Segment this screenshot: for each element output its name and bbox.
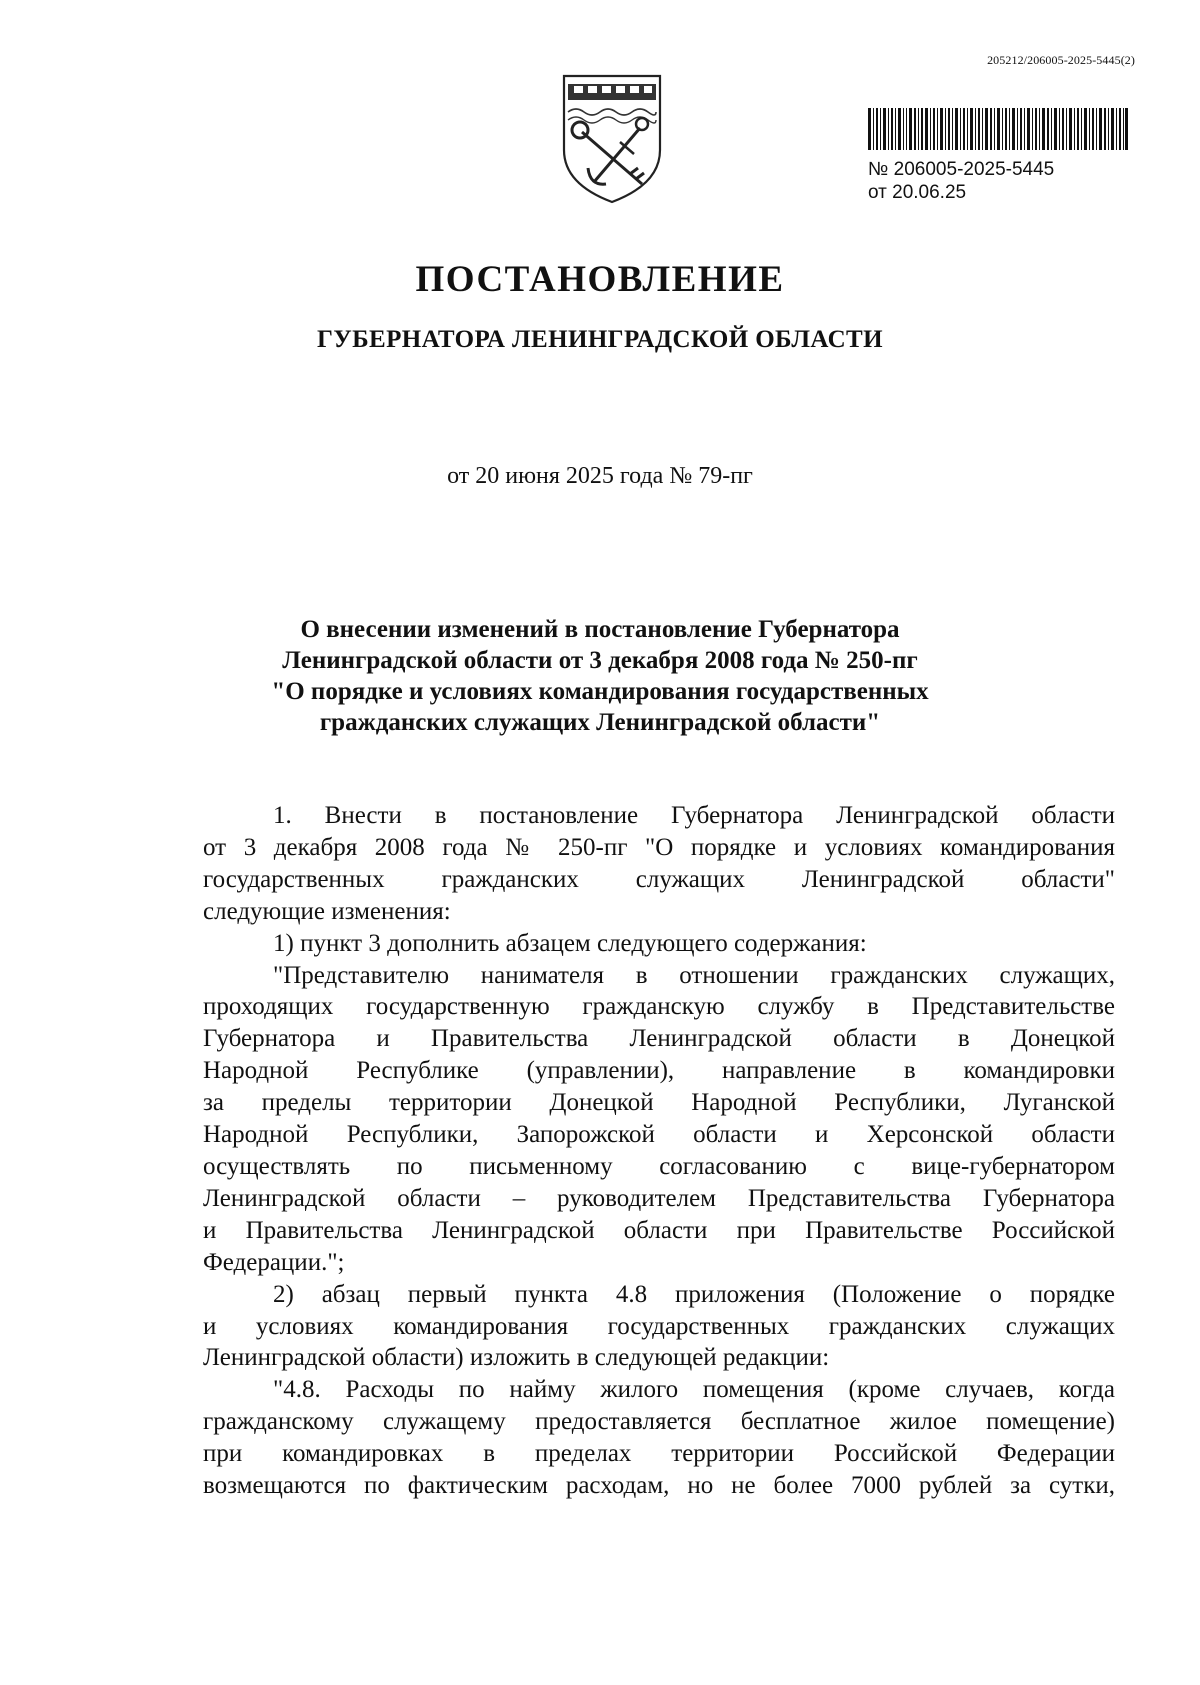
paragraph-line: "4.8. Расходы по найму жилого помещения (кроме случаев, когда bbox=[273, 1376, 1115, 1404]
paragraph-line: осуществлять по письменному согласованию с вице-губернатором bbox=[203, 1152, 1115, 1180]
registration-date: от 20.06.25 bbox=[868, 182, 967, 203]
leningrad-oblast-coat-of-arms-icon bbox=[560, 72, 664, 206]
paragraph-line: гражданскому служащему предоставляется бесплатное жилое помещение) bbox=[203, 1408, 1115, 1436]
document-body bbox=[203, 800, 1115, 1502]
paragraph-line: возмещаются по фактическим расходам, но не более 7000 рублей за сутки, bbox=[203, 1472, 1115, 1500]
paragraph-line: и Правительства Ленинградской области при Правительстве Российской bbox=[203, 1216, 1115, 1244]
paragraph-line: от 3 декабря 2008 года № 250-пг "О порядке и условиях командирования bbox=[203, 833, 1115, 861]
heading-line: "О порядке и условиях командирования государственных bbox=[271, 678, 929, 705]
heading-line: Ленинградской области от 3 декабря 2008 года № 250-пг bbox=[282, 647, 918, 674]
document-heading bbox=[200, 614, 1000, 738]
paragraph-line: Федерации."; bbox=[203, 1248, 345, 1276]
paragraph-line: Народной Республики, Запорожской области и Херсонской области bbox=[203, 1121, 1115, 1149]
paragraph-line: государственных гражданских служащих Ленинградской области" bbox=[203, 865, 1115, 893]
registration-block bbox=[868, 158, 1054, 204]
paragraph-line: Губернатора и Правительства Ленинградской области в Донецкой bbox=[203, 1025, 1115, 1053]
paragraph-line: 2) абзац первый пункта 4.8 приложения (Положение о порядке bbox=[273, 1280, 1115, 1308]
heading-line: гражданских служащих Ленинградской области" bbox=[319, 709, 881, 736]
paragraph-line: за пределы территории Донецкой Народной Республики, Луганской bbox=[203, 1089, 1115, 1117]
paragraph-line: 1) пункт 3 дополнить абзацем следующего содержания: bbox=[273, 929, 867, 957]
paragraph-line: следующие изменения: bbox=[203, 897, 451, 925]
document-date-number: от 20 июня 2025 года № 79-пг bbox=[447, 463, 753, 489]
document-reference-number: 205212/206005-2025-5445(2) bbox=[987, 53, 1135, 67]
paragraph-line: при командировках в пределах территории Российской Федерации bbox=[203, 1440, 1115, 1468]
paragraph-line: 1. Внести в постановление Губернатора Ленинградской области bbox=[273, 802, 1115, 829]
paragraph-line: Народной Республике (управлении), направление в командировки bbox=[203, 1057, 1115, 1085]
barcode-icon bbox=[868, 108, 1128, 150]
document-issuer: ГУБЕРНАТОРА ЛЕНИНГРАДСКОЙ ОБЛАСТИ bbox=[317, 326, 883, 353]
paragraph-line: и условиях командирования государственных гражданских служащих bbox=[203, 1312, 1115, 1340]
registration-number: № 206005-2025-5445 bbox=[868, 159, 1055, 180]
paragraph-line: Ленинградской области – руководителем Представительства Губернатора bbox=[203, 1184, 1115, 1212]
document-title: ПОСТАНОВЛЕНИЕ bbox=[415, 259, 785, 300]
paragraph-line: "Представителю нанимателя в отношении гражданских служащих, bbox=[273, 961, 1115, 989]
paragraph-line: проходящих государственную гражданскую службу в Представительстве bbox=[203, 993, 1115, 1021]
heading-line: О внесении изменений в постановление Губернатора bbox=[300, 616, 900, 643]
paragraph-line: Ленинградской области) изложить в следующей редакции: bbox=[203, 1344, 830, 1372]
